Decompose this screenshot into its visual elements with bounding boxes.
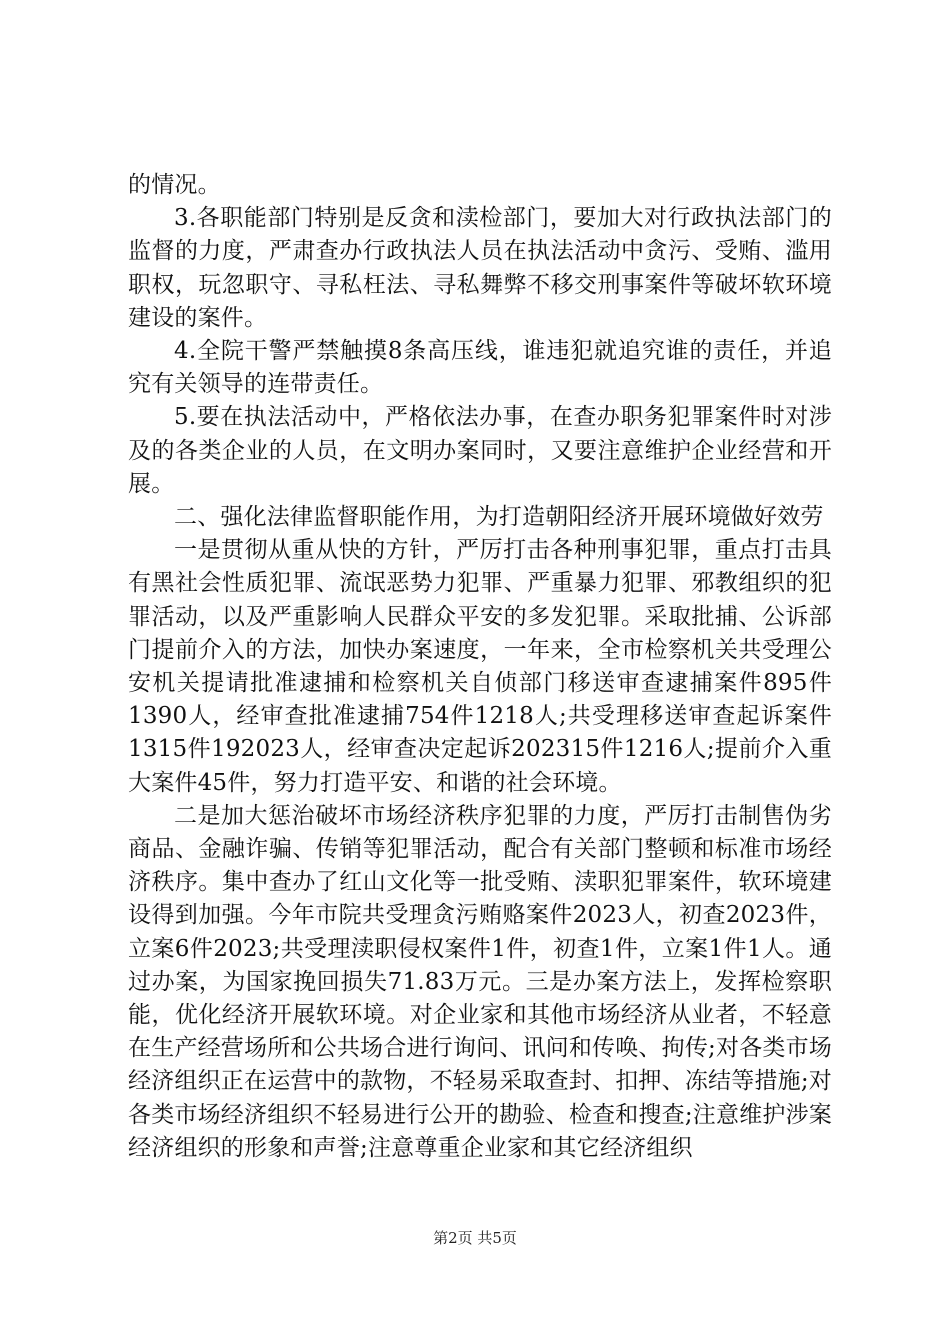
paragraph-6: 一是贯彻从重从快的方针，严厉打击各种刑事犯罪，重点打击具有黑社会性质犯罪、流氓恶势力犯罪、严重暴力犯罪、邪教组织的犯罪活动，以及严重影响人民群众平安的多发犯罪。采取批捕、公诉部门提前介入的方法，加快办案速度，一年来，全市检察机关共受理公安机关提请批准逮捕和检察机关自侦部门移送审查逮捕案件895件1390人，经审查批准逮捕754件1218人;共受理移送审查起诉案件1315件192023人，经审查决定起诉202315件1216人;提前介入重大案件45件，努力打造平安、和谐的社会环境。 — [128, 537, 832, 796]
paragraph-4: 5.要在执法活动中，严格依法办事，在查办职务犯罪案件时对涉及的各类企业的人员，在文明办案同时，又要注意维护企业经营和开展。 — [128, 404, 832, 497]
paragraph-1: 的情况。 — [128, 172, 221, 198]
section-heading: 二、强化法律监督职能作用，为打造朝阳经济开展环境做好效劳 — [174, 504, 824, 531]
paragraph-7: 二是加大惩治破坏市场经济秩序犯罪的力度，严厉打击制售伪劣商品、金融诈骗、传销等犯罪活动，配合有关部门整顿和标准市场经济秩序。集中查办了红山文化等一批受贿、渎职犯罪案件，软环境建设得到加强。今年市院共受理贪污贿赂案件2023人，初查2023件，立案6件2023;共受理渎职侵权案件1件，初查1件，立案1件1人。通过办案，为国家挽回损失71.83万元。三是办案方法上，发挥检察职能，优化经济开展软环境。对企业家和其他市场经济从业者，不轻意在生产经营场所和公共场合进行询问、讯问和传唤、拘传;对各类市场经济组织正在运营中的款物，不轻易采取查封、扣押、冻结等措施;对各类市场经济组织不轻易进行公开的勘验、检查和搜查;注意维护涉案经济组织的形象和声誉;注意尊重企业家和其它经济组织 — [128, 802, 832, 1161]
paragraph-2: 3.各职能部门特别是反贪和渎检部门，要加大对行政执法部门的监督的力度，严肃查办行政执法人员在执法活动中贪污、受贿、滥用职权，玩忽职守、寻私枉法、寻私舞弊不移交刑事案件等破坏软环境建设的案件。 — [128, 205, 832, 331]
paragraph-3: 4.全院干警严禁触摸8条高压线，谁违犯就追究谁的责任，并追究有关领导的连带责任。 — [128, 338, 832, 398]
page-number: 第2页 共5页 — [433, 1229, 517, 1247]
document-body — [128, 169, 832, 1165]
page-footer — [0, 1228, 950, 1248]
